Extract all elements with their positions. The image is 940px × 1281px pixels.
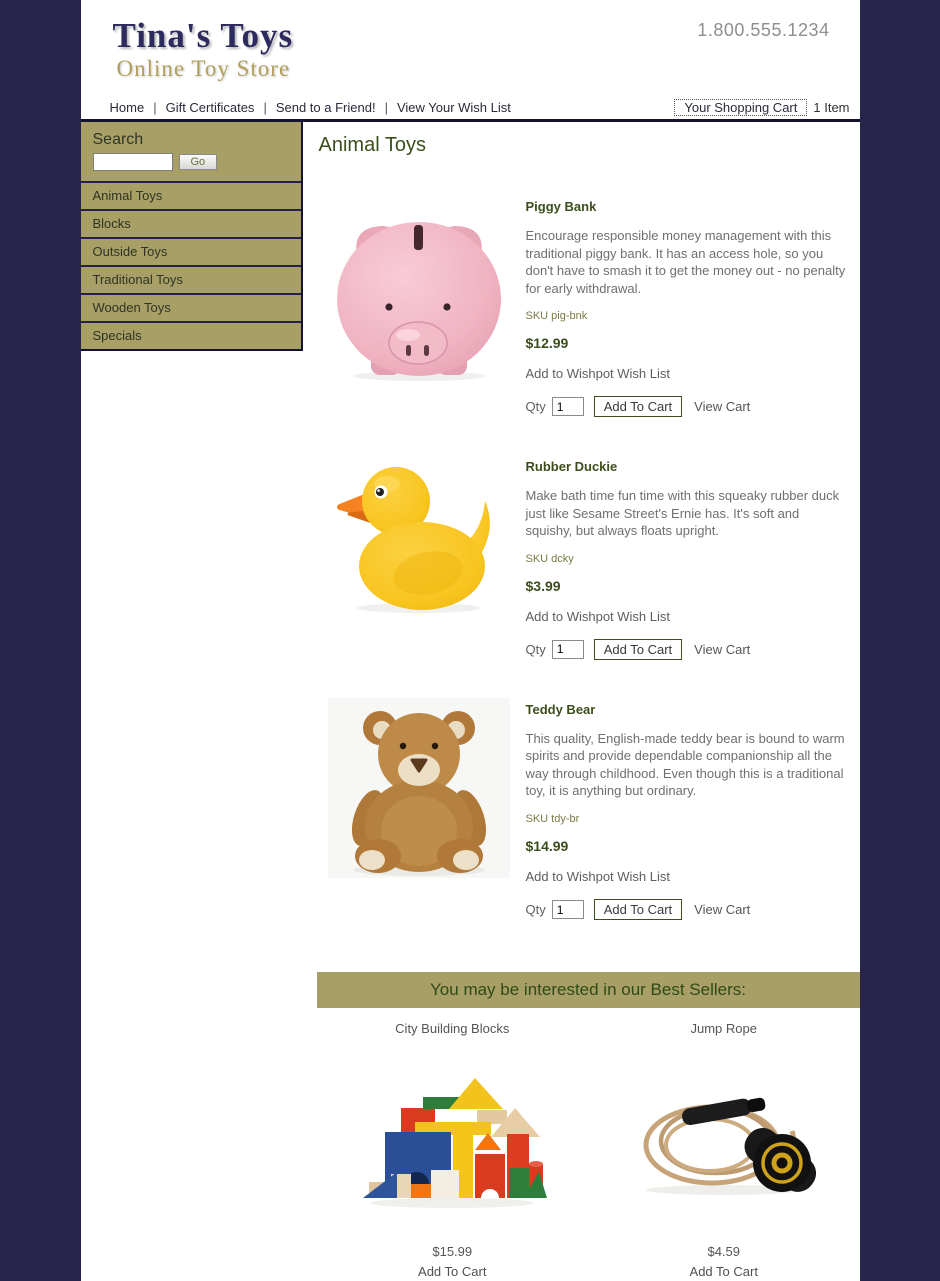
rubber-duckie-photo[interactable] — [317, 455, 522, 660]
add-to-cart-button[interactable]: Add To Cart — [594, 396, 682, 417]
building-blocks-photo[interactable] — [317, 1042, 589, 1238]
qty-input[interactable] — [552, 397, 584, 416]
qty-input[interactable] — [552, 900, 584, 919]
product-price: $12.99 — [525, 335, 569, 352]
search-input[interactable] — [93, 153, 173, 171]
sidebar-item-traditional-toys[interactable]: Traditional Toys — [81, 265, 301, 293]
qty-row — [526, 899, 846, 920]
rubber-duckie-illustration — [334, 455, 504, 615]
search-box — [81, 122, 301, 181]
nav-link-wish-list[interactable]: View Your Wish List — [396, 100, 511, 115]
product-name: Rubber Duckie — [525, 459, 618, 475]
brand-title: Tina's Toys — [112, 16, 294, 55]
product-description: Make bath time fun time with this squeaky rubber duck just like Sesame Street's Ernie has. It's soft and squishy, but always floats upright. — [525, 488, 840, 539]
product-row-rubber-duckie — [317, 455, 860, 660]
sidebar-item-wooden-toys[interactable]: Wooden Toys — [81, 293, 301, 321]
product-sku: SKU pig-bnk — [525, 310, 588, 323]
view-cart-link[interactable]: View Cart — [694, 641, 751, 657]
qty-row — [526, 639, 846, 660]
sidebar — [81, 122, 303, 351]
nav-link-send-to-friend[interactable]: Send to a Friend! — [275, 100, 376, 115]
category-menu — [81, 181, 301, 349]
teddy-bear-photo[interactable] — [317, 698, 522, 920]
product-sku: SKU dcky — [525, 552, 574, 565]
qty-label: Qty — [525, 902, 546, 918]
search-label: Search — [92, 131, 144, 148]
top-nav — [81, 96, 860, 122]
product-name: Piggy Bank — [525, 199, 597, 214]
sidebar-item-outside-toys[interactable]: Outside Toys — [81, 237, 301, 265]
best-seller-add-to-cart[interactable]: Add To Cart — [689, 1264, 758, 1280]
qty-label: Qty — [525, 399, 546, 415]
best-seller-name: Jump Rope — [690, 1021, 757, 1037]
best-seller-jump-rope — [588, 1008, 860, 1281]
sidebar-item-specials[interactable]: Specials — [81, 321, 301, 349]
store-logo[interactable] — [113, 18, 294, 82]
page-title: Animal Toys — [318, 134, 426, 156]
add-to-cart-button[interactable]: Add To Cart — [594, 639, 682, 660]
add-to-cart-button[interactable]: Add To Cart — [594, 899, 682, 920]
jump-rope-photo[interactable] — [588, 1042, 860, 1238]
main-column — [303, 122, 860, 1281]
product-info — [522, 698, 860, 920]
page-container — [81, 0, 860, 1281]
qty-row — [526, 396, 846, 417]
best-seller-name: City Building Blocks — [395, 1021, 510, 1037]
qty-input[interactable] — [552, 640, 584, 659]
piggy-bank-illustration — [329, 195, 509, 383]
header — [81, 0, 860, 96]
phone-number: 1.800.555.1234 — [697, 20, 830, 40]
nav-link-gift-certificates[interactable]: Gift Certificates — [165, 100, 255, 115]
content — [81, 122, 860, 1281]
nav-separator: | — [263, 100, 267, 115]
wishlist-link[interactable]: Add to Wishpot Wish List — [525, 608, 670, 624]
nav-link-home[interactable]: Home — [109, 100, 145, 115]
product-info — [522, 195, 860, 417]
product-row-teddy-bear — [317, 698, 860, 920]
qty-label: Qty — [525, 641, 546, 657]
wishlist-link[interactable]: Add to Wishpot Wish List — [525, 366, 670, 382]
best-seller-price: $15.99 — [432, 1244, 473, 1260]
cart-item-count: 1 Item — [813, 100, 850, 115]
product-price: $3.99 — [525, 577, 561, 594]
view-cart-link[interactable]: View Cart — [694, 902, 751, 918]
nav-separator: | — [384, 100, 388, 115]
best-sellers-grid — [317, 1008, 860, 1281]
product-name: Teddy Bear — [525, 701, 596, 717]
best-seller-city-building-blocks — [317, 1008, 589, 1281]
jump-rope-illustration — [624, 1083, 824, 1198]
building-blocks-illustration — [357, 1070, 547, 1210]
search-go-button[interactable]: Go — [179, 154, 218, 170]
brand-subtitle: Online Toy Store — [116, 56, 291, 81]
sidebar-item-blocks[interactable]: Blocks — [81, 209, 301, 237]
best-seller-price: $4.59 — [707, 1244, 741, 1260]
product-row-piggy-bank — [317, 195, 860, 417]
view-cart-link[interactable]: View Cart — [694, 399, 751, 415]
sidebar-item-animal-toys[interactable]: Animal Toys — [81, 181, 301, 209]
best-seller-add-to-cart[interactable]: Add To Cart — [418, 1264, 487, 1280]
wishlist-link[interactable]: Add to Wishpot Wish List — [525, 869, 670, 885]
product-info — [522, 455, 860, 660]
nav-separator: | — [153, 100, 157, 115]
product-description: This quality, English-made teddy bear is bound to warm spirits and provide dependable companionship all the way through childhood. Even though this is a traditional toy, it is anything but ordinary. — [525, 730, 845, 799]
piggy-bank-photo[interactable] — [317, 195, 522, 417]
product-description: Encourage responsible money management with this traditional piggy bank. It has an access hole, so you don't have to smash it to get the money out - no penalty for early withdrawal. — [525, 228, 846, 296]
teddy-bear-illustration — [328, 698, 510, 878]
product-sku: SKU tdy-br — [525, 813, 580, 826]
best-sellers-banner: You may be interested in our Best Sellers: — [317, 972, 860, 1008]
shopping-cart-link[interactable]: Your Shopping Cart — [674, 99, 807, 116]
product-price: $14.99 — [525, 838, 569, 855]
cart-area — [674, 99, 849, 116]
